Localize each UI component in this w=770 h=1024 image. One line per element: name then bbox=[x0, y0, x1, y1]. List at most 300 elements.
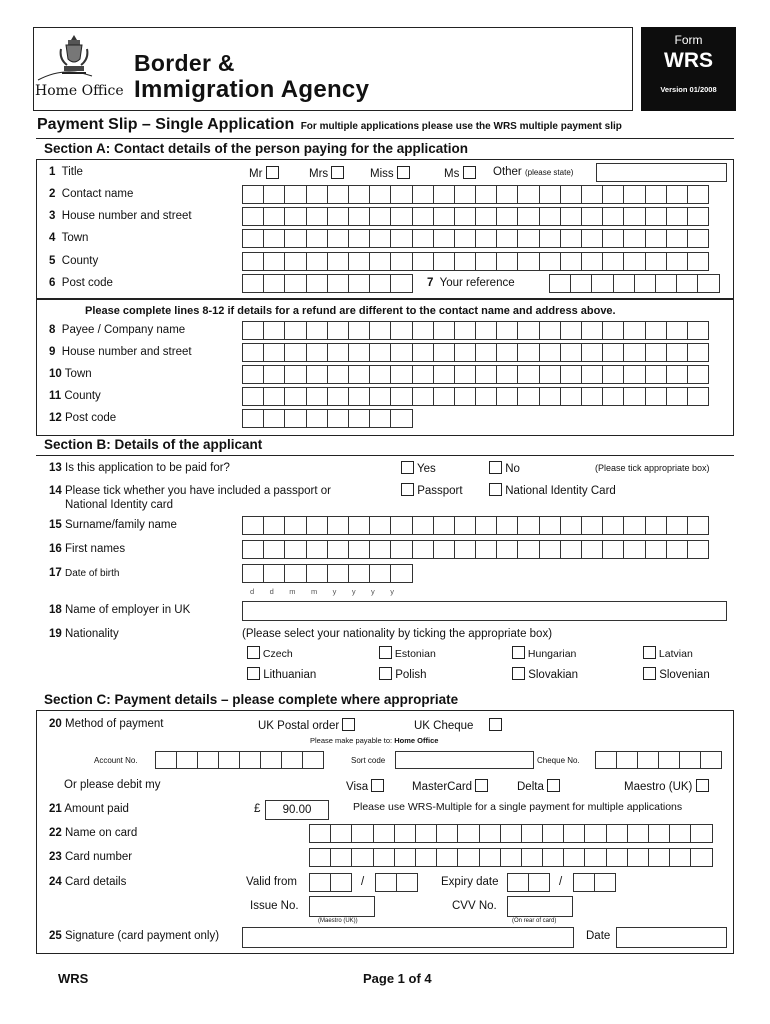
char-box[interactable] bbox=[454, 207, 476, 226]
delta-option[interactable]: Delta bbox=[517, 779, 560, 793]
char-box[interactable] bbox=[560, 387, 582, 406]
char-box[interactable] bbox=[517, 321, 539, 340]
char-box[interactable] bbox=[645, 229, 667, 248]
char-box[interactable] bbox=[521, 848, 543, 867]
char-box[interactable] bbox=[666, 387, 688, 406]
char-box[interactable] bbox=[475, 321, 497, 340]
char-box[interactable] bbox=[475, 252, 497, 271]
title-miss-checkbox[interactable] bbox=[397, 166, 410, 179]
char-box[interactable] bbox=[517, 185, 539, 204]
char-box[interactable] bbox=[433, 229, 455, 248]
char-box[interactable] bbox=[390, 185, 412, 204]
char-box[interactable] bbox=[655, 274, 677, 293]
char-box[interactable] bbox=[390, 365, 412, 384]
char-box[interactable] bbox=[602, 185, 624, 204]
town-boxes[interactable] bbox=[242, 229, 708, 248]
char-box[interactable] bbox=[584, 824, 606, 843]
char-box[interactable] bbox=[687, 185, 709, 204]
char-box[interactable] bbox=[309, 848, 331, 867]
char-box[interactable] bbox=[539, 387, 561, 406]
valid-from-month-boxes[interactable] bbox=[309, 873, 351, 892]
char-box[interactable] bbox=[348, 274, 370, 293]
char-box[interactable] bbox=[436, 824, 458, 843]
char-box[interactable] bbox=[517, 343, 539, 362]
char-box[interactable] bbox=[454, 229, 476, 248]
char-box[interactable] bbox=[454, 321, 476, 340]
char-box[interactable] bbox=[412, 387, 434, 406]
char-box[interactable] bbox=[390, 343, 412, 362]
char-box[interactable] bbox=[645, 343, 667, 362]
char-box[interactable] bbox=[433, 365, 455, 384]
nat-polish-checkbox[interactable] bbox=[379, 667, 392, 680]
char-box[interactable] bbox=[284, 252, 306, 271]
valid-from-year-boxes[interactable] bbox=[375, 873, 417, 892]
char-box[interactable] bbox=[348, 252, 370, 271]
char-box[interactable] bbox=[260, 751, 282, 769]
char-box[interactable] bbox=[479, 824, 501, 843]
char-box[interactable] bbox=[309, 873, 331, 892]
char-box[interactable] bbox=[390, 207, 412, 226]
char-box[interactable] bbox=[517, 207, 539, 226]
char-box[interactable] bbox=[390, 274, 412, 293]
char-box[interactable] bbox=[373, 848, 395, 867]
char-box[interactable] bbox=[327, 387, 349, 406]
char-box[interactable] bbox=[645, 387, 667, 406]
payee-boxes[interactable] bbox=[242, 321, 708, 340]
nat-polish-option[interactable]: Polish bbox=[379, 667, 427, 681]
char-box[interactable] bbox=[627, 848, 649, 867]
char-box[interactable] bbox=[645, 252, 667, 271]
char-box[interactable] bbox=[560, 540, 582, 559]
char-box[interactable] bbox=[666, 321, 688, 340]
char-box[interactable] bbox=[263, 252, 285, 271]
char-box[interactable] bbox=[176, 751, 198, 769]
char-box[interactable] bbox=[327, 274, 349, 293]
employer-field[interactable] bbox=[242, 601, 727, 621]
char-box[interactable] bbox=[348, 516, 370, 535]
char-box[interactable] bbox=[500, 848, 522, 867]
char-box[interactable] bbox=[517, 252, 539, 271]
char-box[interactable] bbox=[415, 824, 437, 843]
cheque-no-boxes[interactable] bbox=[595, 751, 721, 769]
char-box[interactable] bbox=[242, 387, 264, 406]
char-box[interactable] bbox=[539, 365, 561, 384]
char-box[interactable] bbox=[327, 540, 349, 559]
char-box[interactable] bbox=[327, 516, 349, 535]
title-mr-checkbox[interactable] bbox=[266, 166, 279, 179]
char-box[interactable] bbox=[496, 365, 518, 384]
char-box[interactable] bbox=[602, 321, 624, 340]
char-box[interactable] bbox=[584, 848, 606, 867]
char-box[interactable] bbox=[263, 365, 285, 384]
char-box[interactable] bbox=[457, 824, 479, 843]
char-box[interactable] bbox=[263, 409, 285, 428]
char-box[interactable] bbox=[369, 252, 391, 271]
refund-street-boxes[interactable] bbox=[242, 343, 708, 362]
char-box[interactable] bbox=[539, 229, 561, 248]
char-box[interactable] bbox=[595, 751, 617, 769]
char-box[interactable] bbox=[581, 387, 603, 406]
char-box[interactable] bbox=[302, 751, 324, 769]
char-box[interactable] bbox=[560, 207, 582, 226]
char-box[interactable] bbox=[155, 751, 177, 769]
char-box[interactable] bbox=[623, 540, 645, 559]
char-box[interactable] bbox=[517, 387, 539, 406]
char-box[interactable] bbox=[496, 207, 518, 226]
char-box[interactable] bbox=[539, 516, 561, 535]
char-box[interactable] bbox=[687, 252, 709, 271]
char-box[interactable] bbox=[581, 252, 603, 271]
char-box[interactable] bbox=[645, 321, 667, 340]
char-box[interactable] bbox=[563, 824, 585, 843]
char-box[interactable] bbox=[242, 274, 264, 293]
char-box[interactable] bbox=[648, 824, 670, 843]
char-box[interactable] bbox=[436, 848, 458, 867]
char-box[interactable] bbox=[700, 751, 722, 769]
postcode-boxes[interactable] bbox=[242, 274, 412, 293]
q14-passport-checkbox[interactable] bbox=[401, 483, 414, 496]
char-box[interactable] bbox=[454, 343, 476, 362]
char-box[interactable] bbox=[390, 229, 412, 248]
char-box[interactable] bbox=[284, 540, 306, 559]
char-box[interactable] bbox=[390, 564, 412, 583]
char-box[interactable] bbox=[306, 564, 328, 583]
char-box[interactable] bbox=[634, 274, 656, 293]
char-box[interactable] bbox=[517, 365, 539, 384]
char-box[interactable] bbox=[623, 229, 645, 248]
reference-boxes[interactable] bbox=[549, 274, 719, 293]
char-box[interactable] bbox=[616, 751, 638, 769]
char-box[interactable] bbox=[496, 252, 518, 271]
char-box[interactable] bbox=[687, 343, 709, 362]
char-box[interactable] bbox=[242, 229, 264, 248]
char-box[interactable] bbox=[457, 848, 479, 867]
char-box[interactable] bbox=[433, 387, 455, 406]
char-box[interactable] bbox=[330, 873, 352, 892]
char-box[interactable] bbox=[549, 274, 571, 293]
char-box[interactable] bbox=[581, 207, 603, 226]
char-box[interactable] bbox=[687, 207, 709, 226]
char-box[interactable] bbox=[433, 516, 455, 535]
char-box[interactable] bbox=[369, 409, 391, 428]
char-box[interactable] bbox=[623, 321, 645, 340]
char-box[interactable] bbox=[263, 207, 285, 226]
nat-lithuanian-checkbox[interactable] bbox=[247, 667, 260, 680]
char-box[interactable] bbox=[394, 848, 416, 867]
char-box[interactable] bbox=[475, 207, 497, 226]
title-mrs-option[interactable]: Mrs bbox=[309, 166, 344, 180]
char-box[interactable] bbox=[263, 321, 285, 340]
card-number-boxes[interactable] bbox=[309, 848, 712, 867]
char-box[interactable] bbox=[645, 516, 667, 535]
char-box[interactable] bbox=[390, 252, 412, 271]
char-box[interactable] bbox=[327, 343, 349, 362]
char-box[interactable] bbox=[475, 365, 497, 384]
contact-name-boxes[interactable] bbox=[242, 185, 708, 204]
char-box[interactable] bbox=[627, 824, 649, 843]
char-box[interactable] bbox=[645, 207, 667, 226]
issue-no-field[interactable] bbox=[309, 896, 375, 917]
char-box[interactable] bbox=[412, 516, 434, 535]
char-box[interactable] bbox=[687, 321, 709, 340]
char-box[interactable] bbox=[263, 343, 285, 362]
char-box[interactable] bbox=[606, 824, 628, 843]
char-box[interactable] bbox=[623, 207, 645, 226]
char-box[interactable] bbox=[327, 229, 349, 248]
signature-field[interactable] bbox=[242, 927, 574, 948]
char-box[interactable] bbox=[560, 365, 582, 384]
char-box[interactable] bbox=[263, 229, 285, 248]
amount-field[interactable] bbox=[265, 800, 329, 820]
char-box[interactable] bbox=[306, 409, 328, 428]
nat-latvian-option[interactable]: Latvian bbox=[643, 646, 693, 660]
char-box[interactable] bbox=[369, 387, 391, 406]
q13-no-checkbox[interactable] bbox=[489, 461, 502, 474]
refund-postcode-boxes[interactable] bbox=[242, 409, 412, 428]
char-box[interactable] bbox=[369, 516, 391, 535]
nat-slovakian-option[interactable]: Slovakian bbox=[512, 667, 578, 681]
char-box[interactable] bbox=[623, 365, 645, 384]
char-box[interactable] bbox=[369, 274, 391, 293]
char-box[interactable] bbox=[348, 185, 370, 204]
char-box[interactable] bbox=[528, 873, 550, 892]
cvv-field[interactable] bbox=[507, 896, 573, 917]
uk-cheque-option[interactable]: UK Cheque bbox=[414, 718, 502, 732]
char-box[interactable] bbox=[613, 274, 635, 293]
char-box[interactable] bbox=[284, 409, 306, 428]
char-box[interactable] bbox=[697, 274, 719, 293]
char-box[interactable] bbox=[369, 365, 391, 384]
char-box[interactable] bbox=[507, 873, 529, 892]
char-box[interactable] bbox=[284, 343, 306, 362]
char-box[interactable] bbox=[306, 185, 328, 204]
char-box[interactable] bbox=[330, 848, 352, 867]
char-box[interactable] bbox=[645, 540, 667, 559]
char-box[interactable] bbox=[679, 751, 701, 769]
char-box[interactable] bbox=[475, 516, 497, 535]
char-box[interactable] bbox=[263, 516, 285, 535]
char-box[interactable] bbox=[676, 274, 698, 293]
char-box[interactable] bbox=[500, 824, 522, 843]
char-box[interactable] bbox=[284, 185, 306, 204]
char-box[interactable] bbox=[454, 365, 476, 384]
char-box[interactable] bbox=[454, 387, 476, 406]
mastercard-checkbox[interactable] bbox=[475, 779, 488, 792]
char-box[interactable] bbox=[475, 387, 497, 406]
char-box[interactable] bbox=[242, 207, 264, 226]
char-box[interactable] bbox=[454, 516, 476, 535]
maestro-option[interactable]: Maestro (UK) bbox=[624, 779, 709, 793]
char-box[interactable] bbox=[348, 207, 370, 226]
title-other-field[interactable] bbox=[596, 163, 727, 182]
nat-slovenian-option[interactable]: Slovenian bbox=[643, 667, 710, 681]
char-box[interactable] bbox=[306, 207, 328, 226]
char-box[interactable] bbox=[658, 751, 680, 769]
char-box[interactable] bbox=[218, 751, 240, 769]
surname-boxes[interactable] bbox=[242, 516, 708, 535]
char-box[interactable] bbox=[412, 185, 434, 204]
char-box[interactable] bbox=[687, 540, 709, 559]
char-box[interactable] bbox=[281, 751, 303, 769]
char-box[interactable] bbox=[327, 564, 349, 583]
visa-option[interactable]: Visa bbox=[346, 779, 384, 793]
char-box[interactable] bbox=[623, 185, 645, 204]
char-box[interactable] bbox=[242, 185, 264, 204]
char-box[interactable] bbox=[496, 229, 518, 248]
char-box[interactable] bbox=[327, 207, 349, 226]
char-box[interactable] bbox=[284, 387, 306, 406]
char-box[interactable] bbox=[369, 207, 391, 226]
char-box[interactable] bbox=[623, 252, 645, 271]
char-box[interactable] bbox=[517, 229, 539, 248]
char-box[interactable] bbox=[542, 848, 564, 867]
char-box[interactable] bbox=[560, 252, 582, 271]
char-box[interactable] bbox=[348, 540, 370, 559]
q14-nid-checkbox[interactable] bbox=[489, 483, 502, 496]
char-box[interactable] bbox=[687, 365, 709, 384]
char-box[interactable] bbox=[284, 321, 306, 340]
char-box[interactable] bbox=[602, 365, 624, 384]
char-box[interactable] bbox=[454, 185, 476, 204]
char-box[interactable] bbox=[602, 540, 624, 559]
nat-slovakian-checkbox[interactable] bbox=[512, 667, 525, 680]
expiry-year-boxes[interactable] bbox=[573, 873, 615, 892]
char-box[interactable] bbox=[433, 343, 455, 362]
char-box[interactable] bbox=[581, 229, 603, 248]
char-box[interactable] bbox=[645, 185, 667, 204]
char-box[interactable] bbox=[539, 252, 561, 271]
char-box[interactable] bbox=[648, 848, 670, 867]
refund-county-boxes[interactable] bbox=[242, 387, 708, 406]
char-box[interactable] bbox=[412, 252, 434, 271]
char-box[interactable] bbox=[351, 824, 373, 843]
char-box[interactable] bbox=[581, 343, 603, 362]
maestro-checkbox[interactable] bbox=[696, 779, 709, 792]
char-box[interactable] bbox=[242, 409, 264, 428]
char-box[interactable] bbox=[306, 274, 328, 293]
char-box[interactable] bbox=[560, 516, 582, 535]
char-box[interactable] bbox=[433, 540, 455, 559]
char-box[interactable] bbox=[687, 516, 709, 535]
char-box[interactable] bbox=[284, 207, 306, 226]
char-box[interactable] bbox=[394, 824, 416, 843]
char-box[interactable] bbox=[348, 365, 370, 384]
char-box[interactable] bbox=[475, 343, 497, 362]
char-box[interactable] bbox=[496, 387, 518, 406]
char-box[interactable] bbox=[666, 365, 688, 384]
q13-yes-option[interactable]: Yes bbox=[401, 461, 436, 475]
nat-latvian-checkbox[interactable] bbox=[643, 646, 656, 659]
char-box[interactable] bbox=[602, 207, 624, 226]
name-on-card-boxes[interactable] bbox=[309, 824, 712, 843]
char-box[interactable] bbox=[284, 564, 306, 583]
title-ms-option[interactable]: Ms bbox=[444, 166, 476, 180]
sort-code-field[interactable] bbox=[395, 751, 534, 769]
char-box[interactable] bbox=[306, 343, 328, 362]
char-box[interactable] bbox=[669, 824, 691, 843]
account-boxes[interactable] bbox=[155, 751, 323, 769]
char-box[interactable] bbox=[396, 873, 418, 892]
char-box[interactable] bbox=[690, 848, 712, 867]
char-box[interactable] bbox=[327, 252, 349, 271]
char-box[interactable] bbox=[581, 516, 603, 535]
char-box[interactable] bbox=[454, 252, 476, 271]
char-box[interactable] bbox=[581, 185, 603, 204]
char-box[interactable] bbox=[666, 540, 688, 559]
char-box[interactable] bbox=[284, 516, 306, 535]
expiry-month-boxes[interactable] bbox=[507, 873, 549, 892]
char-box[interactable] bbox=[666, 207, 688, 226]
char-box[interactable] bbox=[666, 343, 688, 362]
char-box[interactable] bbox=[373, 824, 395, 843]
char-box[interactable] bbox=[666, 185, 688, 204]
char-box[interactable] bbox=[496, 185, 518, 204]
char-box[interactable] bbox=[606, 848, 628, 867]
char-box[interactable] bbox=[369, 229, 391, 248]
char-box[interactable] bbox=[412, 343, 434, 362]
char-box[interactable] bbox=[239, 751, 261, 769]
char-box[interactable] bbox=[263, 540, 285, 559]
char-box[interactable] bbox=[284, 229, 306, 248]
char-box[interactable] bbox=[560, 343, 582, 362]
char-box[interactable] bbox=[602, 387, 624, 406]
char-box[interactable] bbox=[242, 365, 264, 384]
char-box[interactable] bbox=[242, 516, 264, 535]
char-box[interactable] bbox=[521, 824, 543, 843]
char-box[interactable] bbox=[348, 387, 370, 406]
char-box[interactable] bbox=[496, 540, 518, 559]
q14-passport-option[interactable]: Passport bbox=[401, 483, 463, 497]
char-box[interactable] bbox=[369, 564, 391, 583]
char-box[interactable] bbox=[263, 564, 285, 583]
char-box[interactable] bbox=[594, 873, 616, 892]
char-box[interactable] bbox=[348, 564, 370, 583]
char-box[interactable] bbox=[666, 229, 688, 248]
char-box[interactable] bbox=[496, 321, 518, 340]
char-box[interactable] bbox=[242, 343, 264, 362]
char-box[interactable] bbox=[573, 873, 595, 892]
char-box[interactable] bbox=[412, 365, 434, 384]
date-field[interactable] bbox=[616, 927, 727, 948]
char-box[interactable] bbox=[306, 387, 328, 406]
char-box[interactable] bbox=[306, 365, 328, 384]
char-box[interactable] bbox=[581, 321, 603, 340]
title-ms-checkbox[interactable] bbox=[463, 166, 476, 179]
nat-hungarian-option[interactable]: Hungarian bbox=[512, 646, 576, 660]
char-box[interactable] bbox=[306, 229, 328, 248]
char-box[interactable] bbox=[433, 252, 455, 271]
char-box[interactable] bbox=[351, 848, 373, 867]
char-box[interactable] bbox=[369, 321, 391, 340]
dob-boxes[interactable] bbox=[242, 564, 412, 583]
char-box[interactable] bbox=[623, 516, 645, 535]
char-box[interactable] bbox=[412, 321, 434, 340]
first-names-boxes[interactable] bbox=[242, 540, 708, 559]
char-box[interactable] bbox=[327, 185, 349, 204]
char-box[interactable] bbox=[306, 252, 328, 271]
char-box[interactable] bbox=[517, 540, 539, 559]
char-box[interactable] bbox=[327, 321, 349, 340]
char-box[interactable] bbox=[454, 540, 476, 559]
char-box[interactable] bbox=[539, 343, 561, 362]
char-box[interactable] bbox=[602, 229, 624, 248]
delta-checkbox[interactable] bbox=[547, 779, 560, 792]
char-box[interactable] bbox=[602, 516, 624, 535]
char-box[interactable] bbox=[375, 873, 397, 892]
char-box[interactable] bbox=[412, 207, 434, 226]
char-box[interactable] bbox=[390, 387, 412, 406]
char-box[interactable] bbox=[666, 252, 688, 271]
